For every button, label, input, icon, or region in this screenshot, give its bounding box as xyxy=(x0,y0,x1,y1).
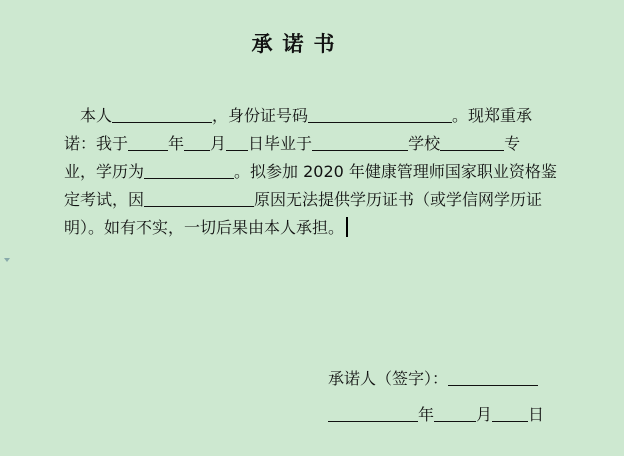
degree-blank xyxy=(144,160,234,179)
date-year-label: 年 xyxy=(418,405,435,424)
text-segment: 。拟参加 2020 年健康管理师国家职业资格鉴 xyxy=(234,162,557,181)
text-segment: 本人 xyxy=(80,106,113,125)
day-blank xyxy=(226,132,248,151)
reason-blank xyxy=(144,188,254,207)
text-segment: 诺：我于 xyxy=(64,134,129,153)
text-segment: 。现郑重承 xyxy=(452,106,533,125)
text-segment: 原因无法提供学历证书（或学信网学历证 xyxy=(254,190,543,209)
paragraph-line-2 xyxy=(64,130,554,158)
signature-label: 承诺人（签字）： xyxy=(328,369,449,388)
paragraph-mark-icon xyxy=(4,258,10,262)
text-segment: ，身份证号码 xyxy=(212,106,309,125)
date-day-blank xyxy=(492,403,528,422)
date-day-label: 日 xyxy=(528,405,545,424)
document-title: 承诺书 xyxy=(251,32,345,56)
date-year-blank xyxy=(328,403,418,422)
text-segment: 月 xyxy=(210,134,227,153)
text-segment: 业，学历为 xyxy=(64,162,145,181)
school-blank xyxy=(312,132,408,151)
signature-line xyxy=(328,366,538,389)
text-segment: 年 xyxy=(168,134,185,153)
text-cursor xyxy=(346,217,348,237)
paragraph-line-1 xyxy=(64,102,554,130)
id-number-blank xyxy=(308,104,452,123)
major-blank xyxy=(440,132,504,151)
year-blank xyxy=(128,132,168,151)
signature-blank xyxy=(448,367,538,386)
text-segment: 日毕业于 xyxy=(248,134,313,153)
name-blank xyxy=(112,104,212,123)
paragraph-line-5 xyxy=(64,214,554,242)
date-line xyxy=(328,402,544,425)
commitment-paragraph[interactable] xyxy=(64,102,557,242)
text-segment: 定考试，因 xyxy=(64,190,145,209)
date-month-label: 月 xyxy=(476,405,493,424)
text-segment: 学校 xyxy=(408,134,441,153)
date-month-blank xyxy=(434,403,476,422)
text-segment: 明）。如有不实，一切后果由本人承担。 xyxy=(64,218,345,237)
paragraph-line-4 xyxy=(64,186,554,214)
month-blank xyxy=(184,132,210,151)
text-segment: 专 xyxy=(504,134,521,153)
paragraph-line-3 xyxy=(64,158,557,186)
